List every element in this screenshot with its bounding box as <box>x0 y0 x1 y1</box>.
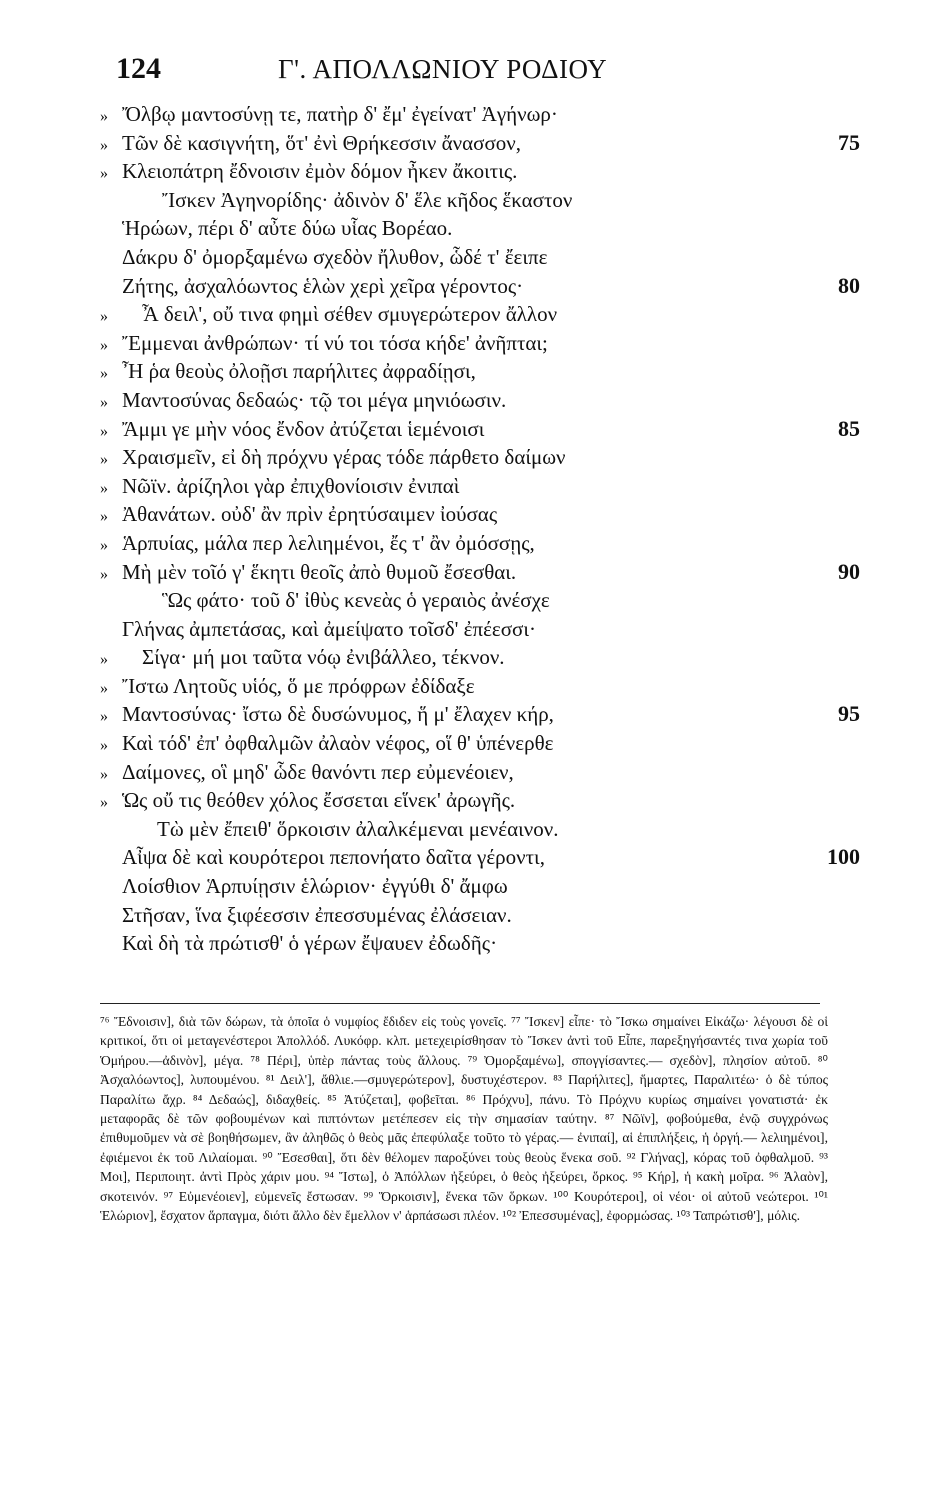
quote-mark: » <box>100 165 108 183</box>
verse-text: Κλειοπάτρη ἔδνοισιν ἐμὸν δόμον ἦκεν ἄκοιτις. <box>122 159 518 184</box>
quote-mark: » <box>100 108 108 125</box>
footnote-text: ⁷⁶ Ἔδνοισιν], διὰ τῶν δώρων, τὰ ὁποῖα ὁ νυμφίος ἔδιδεν εἰς τοὺς γονεῖς. ⁷⁷ Ἴσκεν] εἶπε· τὸ Ἴσκω σημαίνει Εἰκάζω· λέγουσι δὲ οἱ κριτικοί, ὅτι οἱ μεταγενέστεροι Ἀπολλόδ. Λυκόφρ. κλπ. μετεχειρίσθησαν τὸ Ἴσκεν ἀντὶ τοῦ Εἶπε, παρεξηγήσαντές τινα χωρία τοῦ Ὁμήρου.—ἀδινὸν], μέγα. ⁷⁸ Πέρι], ὑπὲρ πάντας τοὺς ἄλλους. ⁷⁹ Ὀμορξαμένω], σπογγίσαντες.— σχεδὸν], πλησίον αὐτοῦ. ⁸⁰ Ἀσχαλόωντος], λυπουμένου. ⁸¹ Δειλ'], ἄθλιε.—σμυγερώτερον], δυστυχέστερον. ⁸³ Παρήλιτες], ἥμαρτες, Παραλιτέω· ὁ δὲ τύπος Παραλίτω ἄχρ. ⁸⁴ Δεδαώς], διδαχθείς. ⁸⁵ Ἀτύζεται], φοβεῖται. ⁸⁶ Πρόχνυ], πάνυ. Τὸ Πρόχνυ κυρίως σημαίνει γονατιστά· ἐκ μεταφορᾶς δὲ τῶν φοβουμένων καὶ πιπτόντων μετέπεσεν εἰς τὴν σημασίαν ταύτην. ⁸⁷ Νῶϊν], φοβούμεθα, ἐνῷ συγχρόνως ἐπιθυμοῦμεν νὰ σὲ βοηθήσωμεν, ἂν ἀληθῶς ὁ θεὸς μᾶς ἐπεφύλαξε τοῦτο τὸ γέρας.— ἐνιπαί], αἱ ἐπιπλήξεις, ἡ ὀργή.— λελιημένοι], ἐφιέμενοι ἐκ τοῦ Λιλαίομαι. ⁹⁰ Ἔσεσθαι], ὅτι δὲν θέλομεν παροξύνει τοὺς θεοὺς ἕνεκα σοῦ. ⁹² Γλήνας], κόρας τοῦ ὀφθαλμοῦ. ⁹³ Μοι], Περιποιητ. ἀντὶ Πρὸς χάριν μου. ⁹⁴ Ἴστω], ὁ Ἀπόλλων ἠξεύρει, ὁ θεὸς ἠξεύρει, ὅρκος. ⁹⁵ Κήρ], ἡ κακὴ μοῖρα. ⁹⁶ Ἀλαὸν], σκοτεινόν. ⁹⁷ Εὐμενέοιεν], εὐμενεῖς ἔστωσαν. ⁹⁹ Ὅρκοισιν], ἕνεκα τῶν ὅρκων. ¹⁰⁰ Κουρότεροι], οἱ νέοι· οἱ αὐτοῦ νεώτεροι. ¹⁰¹ Ἑλώριον], ἔσχατον ἅρπαγμα, διότι ἄλλο δὲν ἔμελλον ν' ἁρπάσωσι πλέον. ¹⁰² Ἐπεσσυμένας], ἐφορμώσας. ¹⁰³ Ταπρώτισθ'], μόλις. <box>100 1014 828 1224</box>
verse-line <box>100 615 860 644</box>
verse-block <box>100 100 860 958</box>
verse-text: Ἡρώων, πέρι δ' αὖτε δύω υἷας Βορέαο. <box>122 216 453 241</box>
verse-line <box>100 729 860 758</box>
line-number: 90 <box>838 558 860 584</box>
quote-mark: » <box>100 336 108 354</box>
verse-line <box>100 815 860 844</box>
quote-mark: » <box>100 308 108 326</box>
verse-text: Σίγα· μή μοι ταῦτα νόῳ ἐνιβάλλεο, τέκνον. <box>142 645 505 670</box>
verse-line <box>100 129 860 158</box>
verse-text: Τῶν δὲ κασιγνήτη, ὅτ' ἐνὶ Θρήκεσσιν ἄνασσον, <box>122 130 522 155</box>
quote-mark: » <box>100 479 108 497</box>
verse-line <box>100 500 860 529</box>
quote-mark: » <box>100 451 108 469</box>
verse-text: Χραισμεῖν, εἰ δὴ πρόχνυ γέρας τόδε πάρθετο δαίμων <box>122 445 566 470</box>
verse-text: Μὴ μὲν τοῖό γ' ἕκητι θεοῖς ἀπὸ θυμοῦ ἔσεσθαι. <box>122 559 517 584</box>
verse-line <box>100 243 860 272</box>
quote-mark: » <box>100 136 108 154</box>
quote-mark: » <box>100 422 108 440</box>
quote-mark: » <box>100 679 108 697</box>
verse-text: Ἆ δειλ', οὔ τινα φημὶ σέθεν σμυγερώτερον ἄλλον <box>142 302 558 327</box>
verse-line <box>100 300 860 329</box>
verse-line <box>100 472 860 501</box>
line-number: 80 <box>838 272 860 298</box>
verse-line <box>100 329 860 358</box>
verse-text: Ἄμμι γε μὴν νόος ἔνδον ἀτύζεται ἱεμένοισι <box>122 416 485 441</box>
line-number: 100 <box>827 844 860 870</box>
verse-text: Ἔμμεναι ἀνθρώπων· τί νύ τοι τόσα κήδε' ἀνῆπται; <box>122 330 548 355</box>
verse-line <box>100 357 860 386</box>
quote-mark: » <box>100 365 108 383</box>
verse-line <box>100 415 860 444</box>
verse-text: Καὶ δὴ τὰ πρώτισθ' ὁ γέρων ἔψαυεν ἐδωδῆς· <box>122 931 498 956</box>
verse-text: Ἦ ῥα θεοὺς ὀλοῇσι παρήλιτες ἀφραδίῃσι, <box>122 359 476 384</box>
footnote-divider <box>100 1003 820 1004</box>
verse-text: Ὡς οὔ τις θεόθεν χόλος ἔσσεται εἵνεκ' ἀρωγῆς. <box>122 788 516 813</box>
verse-text: Λοίσθιον Ἁρπυίῃσιν ἑλώριον· ἐγγύθι δ' ἄμφω <box>122 874 508 899</box>
verse-line <box>100 843 860 872</box>
verse-text: Ζήτης, ἀσχαλόωντος ἑλὼν χερὶ χεῖρα γέροντος· <box>122 273 524 298</box>
verse-line <box>100 386 860 415</box>
verse-text: Μαντοσύνας· ἴστω δὲ δυσώνυμος, ἥ μ' ἔλαχεν κήρ, <box>122 702 554 727</box>
line-number: 75 <box>838 129 860 155</box>
verse-line <box>100 443 860 472</box>
verse-line <box>100 901 860 930</box>
verse-text: Δαίμονες, οἳ μηδ' ὧδε θανόντι περ εὐμενέοιεν, <box>122 759 514 784</box>
verse-text: Ἀθανάτων. οὐδ' ἂν πρὶν ἐρητύσαιμεν ἰούσας <box>122 502 498 527</box>
verse-line <box>100 272 860 301</box>
verse-line <box>100 157 860 186</box>
verse-text: Τὼ μὲν ἔπειθ' ὅρκοισιν ἀλαλκέμεναι μενέαινον. <box>157 816 559 841</box>
verse-line <box>100 214 860 243</box>
quote-mark: » <box>100 651 108 669</box>
verse-line <box>100 700 860 729</box>
verse-line <box>100 758 860 787</box>
verse-line <box>100 529 860 558</box>
quote-mark: » <box>100 794 108 812</box>
verse-line <box>100 100 860 129</box>
line-number: 85 <box>838 415 860 441</box>
quote-mark: » <box>100 536 108 554</box>
quote-mark: » <box>100 737 108 755</box>
quote-mark: » <box>100 565 108 583</box>
verse-line <box>100 672 860 701</box>
verse-text: Γλήνας ἀμπετάσας, καὶ ἀμείψατο τοῖσδ' ἐπέεσσι· <box>122 616 536 641</box>
verse-text: Στῆσαν, ἵνα ξιφέεσσιν ἐπεσσυμένας ἐλάσειαν. <box>122 902 512 927</box>
line-number: 95 <box>838 701 860 727</box>
verse-line <box>100 558 860 587</box>
verse-line <box>100 186 860 215</box>
verse-text: Ἁρπυίας, μάλα περ λελιημένοι, ἔς τ' ἂν ὀμόσσῃς, <box>122 530 535 555</box>
verse-text: Αἶψα δὲ καὶ κουρότεροι πεπονήατο δαῖτα γέροντι, <box>122 845 545 870</box>
verse-text: Δάκρυ δ' ὀμορξαμένω σχεδὸν ἤλυθον, ὧδέ τ' ἔειπε <box>122 244 548 269</box>
footnotes <box>100 1012 828 1225</box>
verse-text: Νῶϊν. ἀρίζηλοι γὰρ ἐπιχθονίοισιν ἐνιπαὶ <box>122 473 460 498</box>
running-title: Γ'. ΑΠΟΛΛΩΝΙΟΥ ΡΟΔΙΟΥ <box>278 54 608 84</box>
verse-line <box>100 786 860 815</box>
quote-mark: » <box>100 508 108 526</box>
page-header <box>116 52 816 92</box>
verse-line <box>100 586 860 615</box>
verse-text: Καὶ τόδ' ἐπ' ὀφθαλμῶν ἀλαὸν νέφος, οἵ θ' ὑπένερθε <box>122 731 554 756</box>
verse-text: Ἴστω Λητοῦς υἱός, ὅ με πρόφρων ἐδίδαξε <box>122 673 475 698</box>
verse-line <box>100 643 860 672</box>
verse-line <box>100 872 860 901</box>
page-number: 124 <box>116 52 161 85</box>
verse-text: Μαντοσύνας δεδαώς· τῷ τοι μέγα μηνιόωσιν. <box>122 387 507 412</box>
quote-mark: » <box>100 765 108 783</box>
quote-mark: » <box>100 708 108 726</box>
quote-mark: » <box>100 393 108 411</box>
verse-text: Ὄλβῳ μαντοσύνῃ τε, πατὴρ δ' ἔμ' ἐγείνατ' Ἀγήνωρ· <box>122 102 558 126</box>
verse-line <box>100 929 860 958</box>
verse-text: Ὣς φάτο· τοῦ δ' ἰθὺς κενεὰς ὁ γεραιὸς ἀνέσχε <box>162 588 550 613</box>
verse-text: Ἴσκεν Ἀγηνορίδης· ἀδινὸν δ' ἕλε κῆδος ἕκαστον <box>162 187 573 212</box>
